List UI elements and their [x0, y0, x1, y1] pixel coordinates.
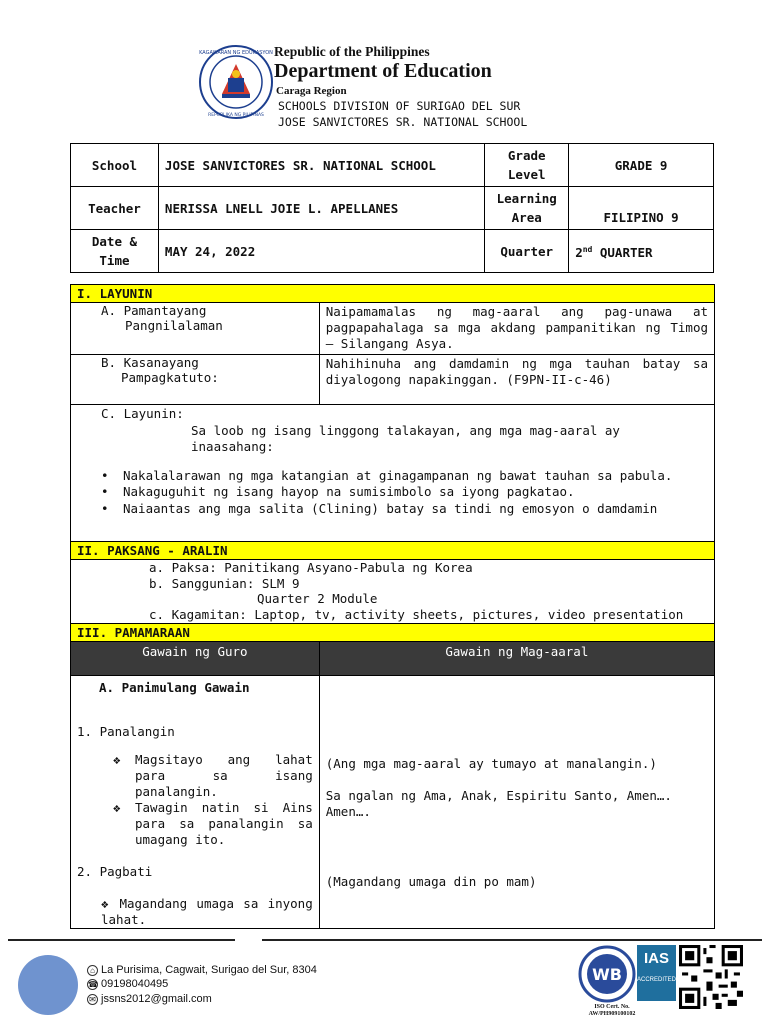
learning-area-value: FILIPINO 9: [569, 187, 714, 230]
guro-activities: [71, 676, 320, 929]
paksa-module: Quarter 2 Module: [257, 591, 378, 606]
diamond-bullet-icon: ❖: [113, 752, 121, 767]
section-layunin-heading: I. LAYUNIN: [71, 285, 715, 303]
date-label: Date & Time: [71, 230, 159, 273]
header-republic: Republic of the Philippines: [274, 44, 430, 59]
pamantayang-label: A. Pamantayang Pangnilalaman: [71, 303, 320, 355]
footer-divider-left: [8, 939, 235, 941]
quarter-value: 2nd QUARTER: [569, 230, 714, 273]
home-icon: ⌂: [87, 965, 98, 976]
school-value: JOSE SANVICTORES SR. NATIONAL SCHOOL: [158, 144, 484, 187]
footer-divider-right: [262, 939, 762, 941]
info-table: [70, 143, 714, 273]
panimula-heading: A. Panimulang Gawain: [99, 680, 250, 695]
layunin-objectives: [71, 405, 715, 542]
qr-code: [679, 945, 743, 1009]
pamantayang-text: Naipamamalas ng mag-aaral ang pag-unawa at pagpapahalaga sa mga akdang pampanitikan ng Timog – Silangang Asya.: [319, 303, 714, 355]
teacher-value: NERISSA LNELL JOIE L. APELLANES: [158, 187, 484, 230]
section-pamamaraan-heading: III. PAMAMARAAN: [71, 624, 715, 642]
grade-label: Grade Level: [485, 144, 569, 187]
column-header-guro: Gawain ng Guro: [71, 642, 320, 676]
magaaral-response: (Ang mga mag-aaral ay tumayo at manalangin.): [325, 756, 657, 771]
objective-item: • Naiaantas ang mga salita (Clining) batay sa tindi ng emosyon o damdamin: [101, 500, 658, 516]
svg-text:KAGAWARAN NG EDUKASYON: KAGAWARAN NG EDUKASYON: [199, 50, 273, 56]
phone-icon: ☎: [88, 979, 98, 989]
guro-item: ❖ Tawagin natin si Ains para sa panalangin sa umagang ito.: [113, 800, 313, 847]
magaaral-activities: [319, 676, 714, 929]
column-header-magaaral: Gawain ng Mag-aaral: [319, 642, 714, 676]
ias-accredited-badge: IAS ACCREDITED: [637, 945, 676, 1001]
pagbati-label: 2. Pagbati: [77, 864, 153, 879]
learning-area-label: Learning Area: [485, 187, 569, 230]
layunin-intro: Sa loob ng isang linggong talakayan, ang mga mag-aaral ay inaasahang:: [191, 422, 620, 454]
quarter-label: Quarter: [485, 230, 569, 273]
magaaral-response: Sa ngalan ng Ama, Anak, Espiritu Santo, Amen…. Amen….: [325, 788, 672, 819]
header-division: SCHOOLS DIVISION OF SURIGAO DEL SUR: [278, 99, 521, 113]
diamond-bullet-icon: ❖: [113, 800, 121, 815]
header-school: JOSE SANVICTORES SR. NATIONAL SCHOOL: [278, 115, 528, 129]
wb-certification-badge: [578, 945, 636, 1003]
paksa-materials: c. Kagamitan: Laptop, tv, activity sheets, pictures, video presentation: [149, 606, 684, 622]
header-region: Caraga Region: [276, 85, 347, 97]
paksa-topic: a. Paksa: Panitikang Asyano-Pabula ng Korea: [149, 560, 473, 575]
paksa-content: [71, 560, 715, 624]
objective-item: • Nakaguguhit ng isang hayop na sumisimbolo sa iyong pagkatao.: [101, 484, 575, 499]
diamond-bullet-icon: ❖: [101, 896, 120, 911]
grade-value: GRADE 9: [569, 144, 714, 187]
footer-address: ⌂ La Purisima, Cagwait, Surigao del Sur, 8304: [87, 964, 317, 976]
svg-text:REPUBLIKA NG PILIPINAS: REPUBLIKA NG PILIPINAS: [208, 113, 264, 118]
section-paksa-heading: II. PAKSANG - ARALIN: [71, 542, 715, 560]
date-value: MAY 24, 2022: [158, 230, 484, 273]
footer-school-logo: [18, 955, 78, 1015]
panalangin-label: 1. Panalangin: [77, 724, 175, 739]
footer-email: ✉ jssns2012@gmail.com: [87, 993, 212, 1005]
objective-item: • Nakalalarawan ng mga katangian at ginagampanan ng bawat tauhan sa pabula.: [101, 467, 673, 483]
guro-item: ❖ Magsitayo ang lahat para sa isang panalangin.: [113, 752, 313, 799]
deped-seal-logo: [198, 44, 274, 120]
guro-item: ❖ Magandang umaga sa inyong lahat.: [101, 896, 313, 927]
magaaral-response: (Magandang umaga din po mam): [325, 874, 537, 889]
header-department: Department of Education: [274, 60, 492, 82]
footer-phone: ☎ 09198040495: [88, 978, 169, 990]
kasanayang-text: Nahihinuha ang damdamin ng mga tauhan batay sa diyalogong napakinggan. (F9PN-II-c-46): [319, 355, 714, 405]
school-label: School: [71, 144, 159, 187]
iso-certificate-number: ISO Cert. No. AW/PH909100102: [588, 1004, 636, 1017]
svg-text:WB: WB: [592, 965, 622, 984]
paksa-reference: b. Sanggunian: SLM 9: [149, 575, 300, 591]
layunin-c-label: C. Layunin:: [101, 406, 184, 421]
kasanayang-label: B. Kasanayang Pampagkatuto:: [71, 355, 320, 405]
email-icon: ✉: [87, 994, 98, 1005]
lesson-plan-table: [70, 284, 715, 929]
teacher-label: Teacher: [71, 187, 159, 230]
